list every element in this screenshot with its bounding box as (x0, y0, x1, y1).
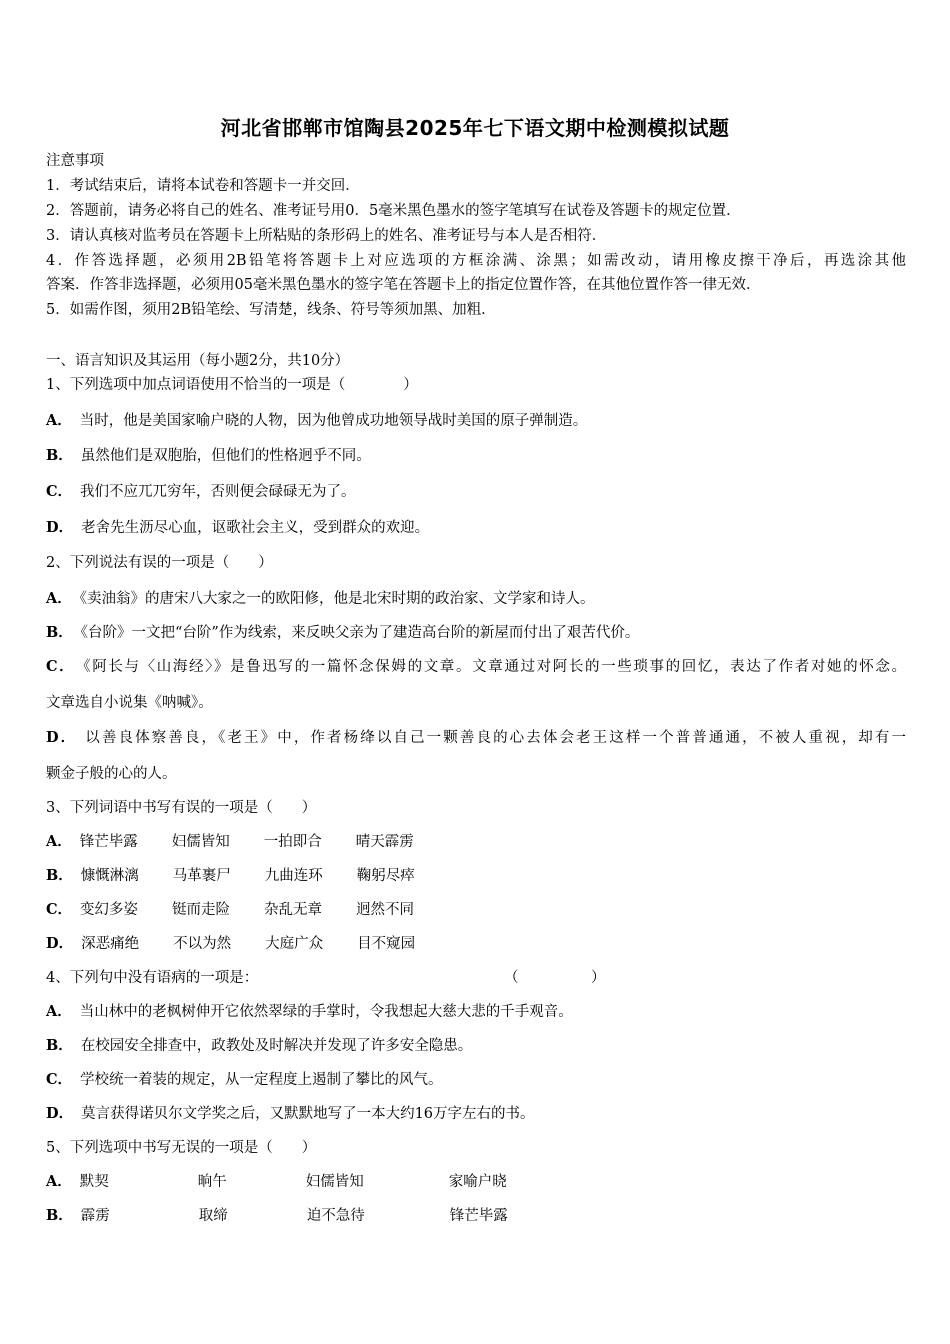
question-1-option-c: C． 我们不应兀兀穷年，否则便会碌碌无为了。 (46, 483, 356, 500)
notice-item: 2．答题前，请务必将自己的姓名、准考证号用0．5毫米黑色墨水的签字笔填写在试卷及答题卡的规定位置． (46, 203, 741, 219)
question-3-option-b: B． 慷慨淋漓 马革裹尸 九曲连环 鞠躬尽瘁 (46, 867, 415, 884)
question-1-option-a: A． 当时，他是美国家喻户晓的人物，因为他曾成功地领导战时美国的原子弹制造。 (46, 412, 588, 429)
question-1-stem: 1、下列选项中加点词语使用不恰当的一项是（ ） (46, 377, 418, 393)
question-2-option-c-continued: 文章选自小说集《呐喊》。 (46, 695, 213, 711)
notice-item: 答案．作答非选择题，必须用05毫米黑色墨水的签字笔在答题卡上的指定位置作答，在其他位置作答一律无效． (46, 277, 761, 293)
question-3-option-a: A． 锋芒毕露 妇儒皆知 一拍即合 晴天霹雳 (46, 833, 414, 850)
question-4-option-d: D． 莫言获得诺贝尔文学奖之后，又默默地写了一本大约16万字左右的书。 (46, 1105, 535, 1122)
question-4-option-a: A． 当山林中的老枫树伸开它依然翠绿的手掌时，令我想起大慈大悲的千手观音。 (46, 1003, 573, 1020)
notice-heading: 注意事项 (46, 153, 104, 169)
question-4-stem: 4、下列句中没有语病的一项是： （ ） (46, 970, 606, 986)
question-2-option-a: A． 《卖油翁》的唐宋八大家之一的欧阳修，他是北宋时期的政治家、文学家和诗人。 (46, 590, 595, 607)
question-2-option-b: B． 《台阶》一文把“台阶”作为线索，来反映父亲为了建造高台阶的新屋而付出了艰苦代价。 (46, 624, 640, 641)
notice-item: 5．如需作图，须用2B铅笔绘、写清楚，线条、符号等须加黑、加粗． (46, 302, 496, 318)
question-5-option-b: B． 霹雳 取缔 迫不急待 锋芒毕露 (46, 1207, 508, 1224)
question-1-option-d: D． 老舍先生沥尽心血，讴歌社会主义，受到群众的欢迎。 (46, 519, 430, 536)
question-2-stem: 2、下列说法有误的一项是（ ） (46, 555, 273, 571)
question-2-option-c: C． 《阿长与〈山海经〉》是鲁迅写的一篇怀念保姆的文章。文章通过对阿长的一些琐事的回忆，表达了作者对她的怀念。 (46, 658, 906, 675)
document-title: 河北省邯郸市馆陶县2025年七下语文期中检测模拟试题 (220, 116, 730, 140)
question-1-option-b: B． 虽然他们是双胞胎，但他们的性格迥乎不同。 (46, 447, 371, 464)
notice-item: 4．作答选择题，必须用2B铅笔将答题卡上对应选项的方框涂满、涂黑；如需改动，请用橡皮擦干净后，再选涂其他 (46, 253, 906, 269)
section-heading: 一、语言知识及其运用（每小题2分，共10分） (46, 353, 350, 369)
question-2-option-d-continued: 颗金子般的心的人。 (46, 766, 177, 782)
question-3-option-c: C． 变幻多姿 铤而走险 杂乱无章 迥然不同 (46, 901, 415, 918)
question-3-stem: 3、下列词语中书写有误的一项是（ ） (46, 800, 317, 816)
question-5-stem: 5、下列选项中书写无误的一项是（ ） (46, 1140, 317, 1156)
notice-item: 3．请认真核对监考员在答题卡上所粘贴的条形码上的姓名、准考证号与本人是否相符． (46, 228, 607, 244)
question-3-option-d: D． 深恶痛绝 不以为然 大庭广众 目不窥园 (46, 935, 416, 952)
question-5-option-a: A． 默契 晌午 妇儒皆知 家喻户晓 (46, 1173, 507, 1190)
question-2-option-d: D． 以善良体察善良，《老王》中，作者杨绛以自己一颗善良的心去体会老王这样一个普普通通，不被人重视，却有一 (46, 729, 906, 746)
question-4-option-c: C． 学校统一着装的规定，从一定程度上遏制了攀比的风气。 (46, 1071, 443, 1088)
question-4-option-b: B． 在校园安全排查中，政教处及时解决并发现了许多安全隐患。 (46, 1037, 473, 1054)
notice-item: 1．考试结束后，请将本试卷和答题卡一并交回． (46, 178, 360, 194)
answer-paren: （ ） (504, 970, 606, 986)
